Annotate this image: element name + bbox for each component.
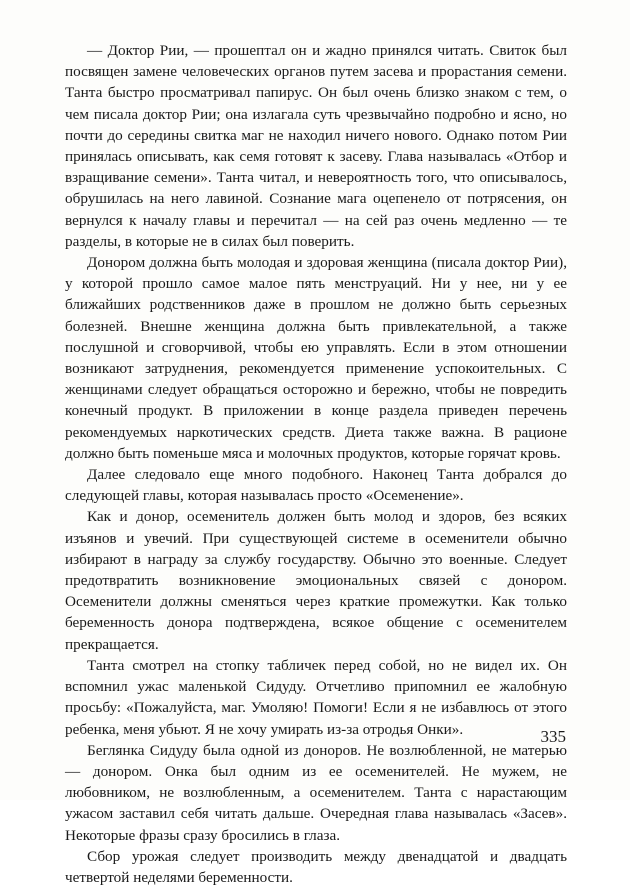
- paragraph-7: Сбор урожая следует производить между двенадцатой и двадцать четвертой неделями беременности.: [65, 847, 567, 886]
- paragraph-1: — Доктор Рии, — прошептал он и жадно принялся читать. Свиток был посвящен замене человеческих органов путем засева и прорастания семени. Танта быстро просматривал папирус. Он был очень близко знаком с тем, о чем писала доктор Рии; она излагала суть чрезвычайно подробно и ясно, но почти до середины свитка маг не находил ничего нового. Однако потом Рии принялась описывать, как семя готовят к засеву. Глава называлась «Отбор и взращивание семени». Танта читал, и невероятность того, что описывалось, обрушилась на него лавиной. Сознание мага оцепенело от потрясения, он вернулся к началу главы и перечитал — на сей раз очень медленно — те разделы, в которые не в силах был поверить.: [65, 42, 567, 250]
- paragraph-2: Донором должна быть молодая и здоровая женщина (писала доктор Рии), у которой прошло самое малое пять менструаций. Ни у нее, ни у ее ближайших родственников даже в прошлом не должно быть серьезных болезней. Внешне женщина должна быть привлекательной, а также послушной и сговорчивой, чтобы ею управлять. Если в этом отношении возникают затруднения, рекомендуется применение успокоительных. С женщинами следует обращаться осторожно и бережно, чтобы не повредить конечный продукт. В приложении в конце раздела приведен перечень рекомендуемых наркотических средств. Диета также важна. В рационе должно быть поменьше мяса и молочных продуктов, которые горячат кровь.: [65, 254, 567, 462]
- paragraph-5: Танта смотрел на стопку табличек перед собой, но не видел их. Он вспомнил ужас маленькой Сидуду. Отчетливо припомнил ее жалобную просьбу: «Пожалуйста, маг. Умоляю! Помоги! Если я не избавлюсь от этого ребенка, меня убьют. Я не хочу умирать из-за отродья Онки».: [65, 656, 567, 738]
- body-text: [65, 40, 567, 888]
- paragraph-6: Беглянка Сидуду была одной из доноров. Не возлюбленной, не матерью — донором. Онка был одним из ее осеменителей. Не мужем, не любовником, не возлюбленным, а осеменителем. Танта с нарастающим ужасом заставил себя читать дальше. Очередная глава называлась «Засев». Некоторые фразы сразу бросились в глаза.: [65, 741, 567, 844]
- page-number: 335: [540, 727, 566, 746]
- paragraph-4: Как и донор, осеменитель должен быть молод и здоров, без всяких изъянов и увечий. При существующей системе в осеменители обычно избирают в награду за службу государству. Обычно это военные. Следует предотвратить возникновение эмоциональных связей с донором. Осеменители должны сменяться через краткие промежутки. Как только беременность донора подтверждена, всякое общение с осеменителем прекращается.: [65, 508, 567, 653]
- paragraph-3: Далее следовало еще много подобного. Наконец Танта добрался до следующей главы, которая называлась просто «Осеменение».: [65, 466, 567, 505]
